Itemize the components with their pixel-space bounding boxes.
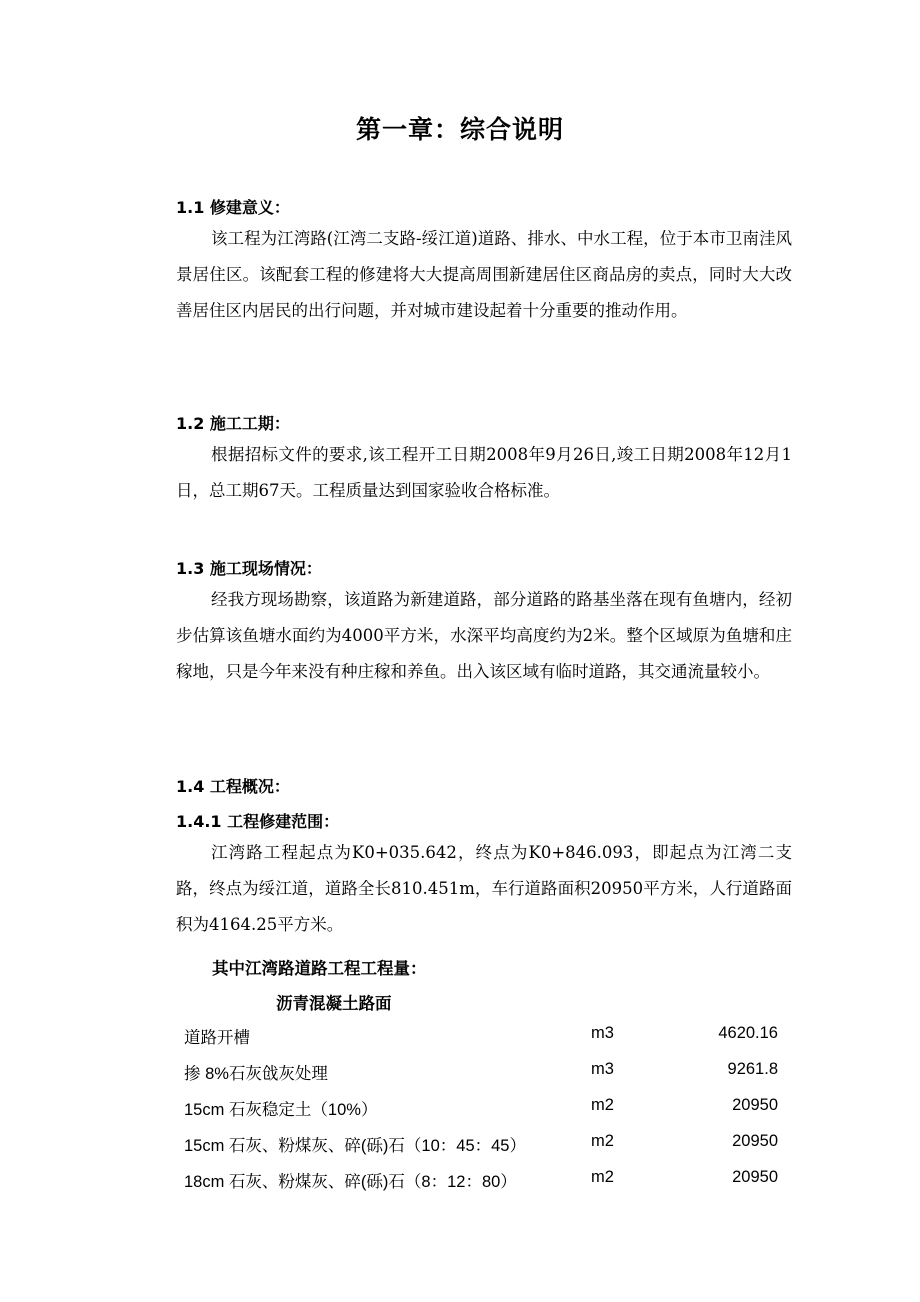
row-unit: m2 bbox=[591, 1132, 614, 1150]
section-1-1-body: 该工程为江湾路(江湾二支路-绥江道)道路、排水、中水工程，位于本市卫南洼风景居住区。该配套工程的修建将大大提高周围新建居住区商品房的卖点，同时大大改善居住区内居民的出行问题，并对城市建设起着十分重要的推动作用。 bbox=[176, 229, 792, 320]
quantity-heading: 其中江湾路道路工程工程量： bbox=[212, 959, 427, 978]
row-value: 20950 bbox=[732, 1168, 778, 1186]
table-row bbox=[176, 1162, 792, 1198]
row-value: 9261.8 bbox=[727, 1060, 778, 1078]
row-unit: m2 bbox=[591, 1096, 614, 1114]
row-unit: m3 bbox=[591, 1060, 614, 1078]
table-row bbox=[176, 1018, 792, 1054]
quantity-table bbox=[176, 1018, 792, 1198]
row-unit: m3 bbox=[591, 1024, 614, 1042]
row-item: 18cm 石灰、粉煤灰、碎(砾)石（8：12：80） bbox=[184, 1173, 517, 1191]
row-value: 4620.16 bbox=[718, 1024, 778, 1042]
row-item: 15cm 石灰、粉煤灰、碎(砾)石（10：45：45） bbox=[184, 1137, 526, 1155]
section-1-3-heading: 1.3 施工现场情况： bbox=[176, 559, 322, 578]
table-row bbox=[176, 1090, 792, 1126]
table-title: 沥青混凝土路面 bbox=[276, 994, 392, 1013]
section-1-3-body: 经我方现场勘察，该道路为新建道路，部分道路的路基坐落在现有鱼塘内，经初步估算该鱼塘水面约为4000平方米，水深平均高度约为2米。整个区域原为鱼塘和庄稼地，只是今年来没有种庄稼和养鱼。出入该区域有临时道路，其交通流量较小。 bbox=[176, 590, 792, 681]
table-row bbox=[176, 1126, 792, 1162]
row-item: 道路开槽 bbox=[184, 1029, 250, 1047]
section-1-4-heading: 1.4 工程概况： bbox=[176, 777, 290, 796]
section-1-1-heading: 1.1 修建意义： bbox=[176, 198, 290, 217]
section-1-4-1-heading: 1.4.1 工程修建范围： bbox=[176, 812, 340, 831]
row-item: 15cm 石灰稳定土（10%） bbox=[184, 1101, 378, 1119]
section-1-2-body: 根据招标文件的要求,该工程开工日期2008年9月26日,竣工日期2008年12月1日，总工期67天。工程质量达到国家验收合格标准。 bbox=[176, 445, 792, 500]
section-1-4-1-body: 江湾路工程起点为K0+035.642，终点为K0+846.093，即起点为江湾二支路，终点为绥江道，道路全长810.451m，车行道路面积20950平方米，人行道路面积为4164.25平方米。 bbox=[176, 843, 792, 934]
row-value: 20950 bbox=[732, 1132, 778, 1150]
section-1-2-heading: 1.2 施工工期： bbox=[176, 414, 290, 433]
row-item: 掺 8%石灰戗灰处理 bbox=[184, 1065, 328, 1083]
row-value: 20950 bbox=[732, 1096, 778, 1114]
chapter-title: 第一章：综合说明 bbox=[355, 115, 564, 144]
table-row bbox=[176, 1054, 792, 1090]
row-unit: m2 bbox=[591, 1168, 614, 1186]
